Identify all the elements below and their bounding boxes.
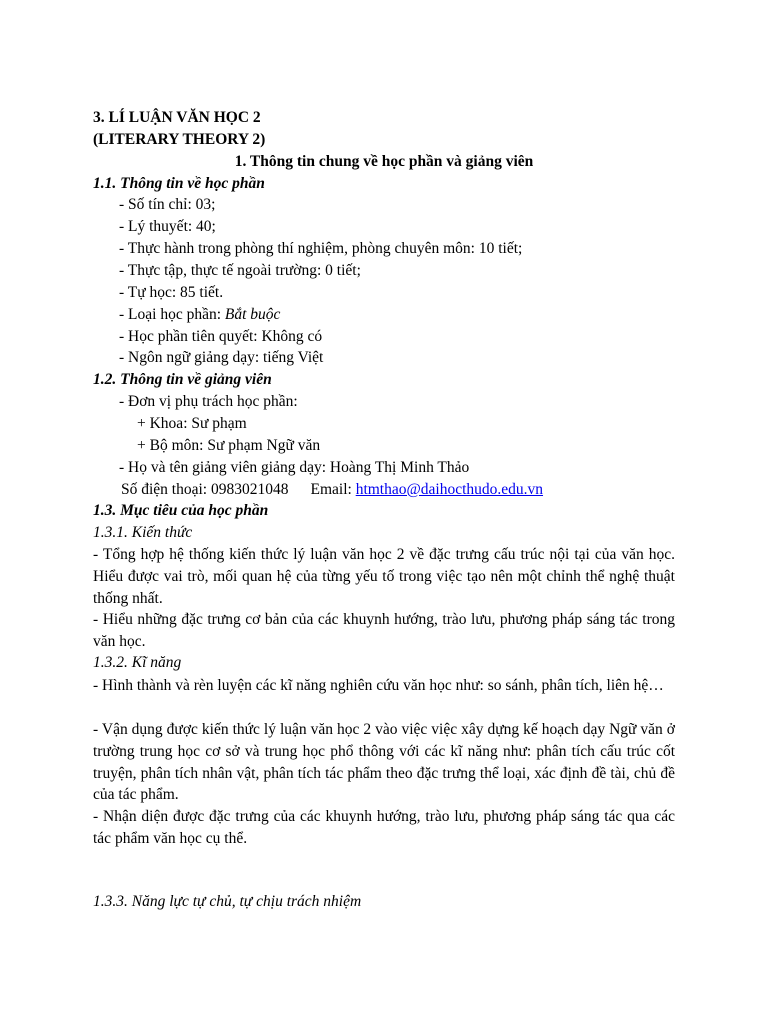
autonomy-heading: 1.3.3. Năng lực tự chủ, tự chịu trách nhiệm: [93, 893, 362, 910]
department-item: + Bộ môn: Sư phạm Ngữ văn: [137, 437, 321, 454]
credits-item: - Số tín chỉ: 03;: [119, 196, 216, 213]
section-1-heading: 1. Thông tin chung về học phần và giảng viên: [234, 153, 534, 170]
practice-item: - Thực hành trong phòng thí nghiệm, phòng chuyên môn: 10 tiết;: [119, 240, 523, 257]
knowledge-paragraph-2: - Hiểu những đặc trưng cơ bản của các khuynh hướng, trào lưu, phương pháp sáng tác trong văn học.: [93, 611, 675, 650]
section-1-2-heading: 1.2. Thông tin về giảng viên: [93, 371, 272, 388]
skills-paragraph-2: - Vận dụng được kiến thức lý luận văn học 2 vào việc việc xây dựng kế hoạch dạy Ngữ văn ở trường trung học cơ sở và trung học phổ thông với các kĩ năng như: phân tích cấu trúc cốt truyện, phân tích nhân vật, phân tích tác phẩm theo đặc trưng thể loại, xác định đề tài, chủ đề của tác phẩm.: [93, 721, 675, 804]
faculty-item: + Khoa: Sư phạm: [137, 415, 247, 432]
lecturer-item: - Họ và tên giảng viên giảng dạy: Hoàng Thị Minh Thảo: [119, 459, 470, 476]
skills-paragraph-3: - Nhận diện được đặc trưng của các khuynh hướng, trào lưu, phương pháp sáng tác qua các tác phẩm văn học cụ thể.: [93, 808, 675, 847]
internship-item: - Thực tập, thực tế ngoài trường: 0 tiết;: [119, 262, 361, 279]
knowledge-heading: 1.3.1. Kiến thức: [93, 524, 193, 541]
course-english-title: (LITERARY THEORY 2): [93, 131, 266, 148]
section-1-1-heading: 1.1. Thông tin về học phần: [93, 175, 265, 192]
course-type-label: - Loại học phần:: [119, 306, 225, 323]
section-1-3-heading: 1.3. Mục tiêu của học phần: [93, 502, 269, 519]
course-type-item: [119, 305, 280, 325]
unit-item: - Đơn vị phụ trách học phần:: [119, 393, 298, 410]
prerequisite-item: - Học phần tiên quyết: Không có: [119, 328, 323, 345]
skills-heading: 1.3.2. Kĩ năng: [93, 654, 182, 671]
self-study-item: - Tự học: 85 tiết.: [119, 284, 224, 301]
course-type-value: Bắt buộc: [224, 306, 281, 323]
email-link[interactable]: htmthao@daihocthudo.edu.vn: [355, 481, 544, 498]
skills-paragraph-1: - Hình thành và rèn luyện các kĩ năng nghiên cứu văn học như: so sánh, phân tích, liên hệ…: [93, 677, 664, 694]
phone-text: Số điện thoại: 0983021048: [121, 481, 289, 498]
email-label: Email:: [310, 481, 356, 498]
course-title: 3. LÍ LUẬN VĂN HỌC 2: [93, 109, 261, 126]
contact-line: [121, 480, 543, 500]
theory-item: - Lý thuyết: 40;: [119, 218, 216, 235]
language-item: - Ngôn ngữ giảng dạy: tiếng Việt: [119, 349, 324, 366]
knowledge-paragraph-1: - Tổng hợp hệ thống kiến thức lý luận văn học 2 về đặc trưng cấu trúc nội tại của văn học. Hiểu được vai trò, mối quan hệ của từng yếu tố trong việc tạo nên một chỉnh thể nghệ thuật thống nhất.: [93, 546, 675, 607]
